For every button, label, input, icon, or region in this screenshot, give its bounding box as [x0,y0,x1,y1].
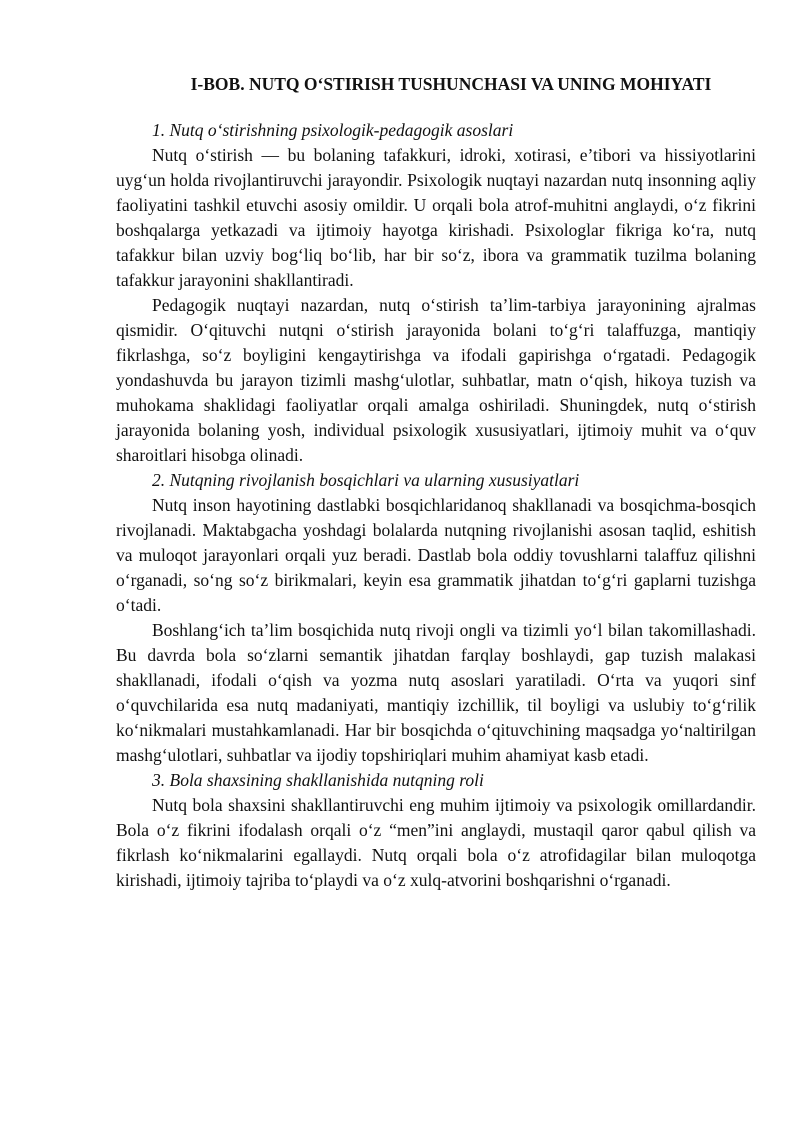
section-heading: 2. Nutqning rivojlanish bosqichlari va ularning xususiyatlari [152,470,580,490]
paragraph: Nutq bola shaxsini shakllantiruvchi eng muhim ijtimoiy va psixologik omillardandir. Bola o‘z fikrini ifodalash orqali o‘z “men”ini anglaydi, mustaqil qaror qabul qilish va fikrlash ko‘nikmalarini egallaydi. Nutq orqali bola o‘z atrofidagilar bilan muloqotga kirishadi, ijtimoiy tajriba to‘playdi va o‘z xulq-atvorini boshqarishni o‘rganadi. [116,795,756,890]
section-3 [116,768,756,893]
section-heading: 1. Nutq o‘stirishning psixologik-pedagogik asoslari [152,120,514,140]
section-1 [116,118,756,468]
paragraph: Pedagogik nuqtayi nazardan, nutq o‘stirish ta’lim-tarbiya jarayonining ajralmas qismidir. O‘qituvchi nutqni o‘stirish jarayonida bolani to‘g‘ri talaffuzga, mantiqiy fikrlashga, so‘z boyligini kengaytirishga va ifodali gapirishga o‘rgatadi. Pedagogik yondashuvda bu jarayon tizimli mashg‘ulotlar, suhbatlar, matn o‘qish, hikoya tuzish va muhokama shaklidagi faoliyatlar orqali amalga oshiriladi. Shuningdek, nutq o‘stirish jarayonida bolaning yosh, individual psixologik xususiyatlari, ijtimoiy muhit va o‘quv sharoitlari hisobga olinadi. [116,295,756,465]
chapter-title: I-BOB. NUTQ O‘STIRISH TUSHUNCHASI VA UNING MOHIYATI [190,74,712,94]
paragraph: Boshlang‘ich ta’lim bosqichida nutq rivoji ongli va tizimli yo‘l bilan takomillashadi. Bu davrda bola so‘zlarni semantik jihatdan farqlay boshlaydi, gap tuzish malakasi shakllanadi, ifodali o‘qish va yozma nutq asoslari yaratiladi. O‘rta va yuqori sinf o‘quvchilarida esa nutq madaniyati, mantiqiy izchillik, til boyligi va uslubiy to‘g‘rilik ko‘nikmalari mustahkamlanadi. Har bir bosqichda o‘qituvchining maqsadga yo‘naltirilgan mashg‘ulotlari, suhbatlar va ijodiy topshiriqlari muhim ahamiyat kasb etadi. [116,620,756,765]
paragraph: Nutq o‘stirish — bu bolaning tafakkuri, idroki, xotirasi, e’tibori va hissiyotlarini uyg‘un holda rivojlantiruvchi jarayondir. Psixologik nuqtayi nazardan nutq insonning aqliy faoliyatini tashkil etuvchi asosiy omildir. U orqali bola atrof-muhitni anglaydi, o‘z fikrini boshqalarga yetkazadi va ijtimoiy hayotga kirishadi. Psixologlar fikriga ko‘ra, nutq tafakkur bilan uzviy bog‘liq bo‘lib, har bir so‘z, ibora va grammatik tuzilma bolaning tafakkur jarayonini shakllantiradi. [116,145,756,290]
section-2 [116,468,756,768]
paragraph: Nutq inson hayotining dastlabki bosqichlaridanoq shakllanadi va bosqichma-bosqich rivojlanadi. Maktabgacha yoshdagi bolalarda nutqning rivojlanishi asosan taqlid, eshitish va muloqot jarayonlari orqali yuz beradi. Dastlab bola oddiy tovushlarni talaffuz qilishni o‘rganadi, so‘ng so‘z birikmalari, keyin esa grammatik jihatdan to‘g‘ri gaplarni tuzishga o‘tadi. [116,495,756,615]
document-page [116,72,756,893]
section-heading: 3. Bola shaxsining shakllanishida nutqning roli [152,770,484,790]
